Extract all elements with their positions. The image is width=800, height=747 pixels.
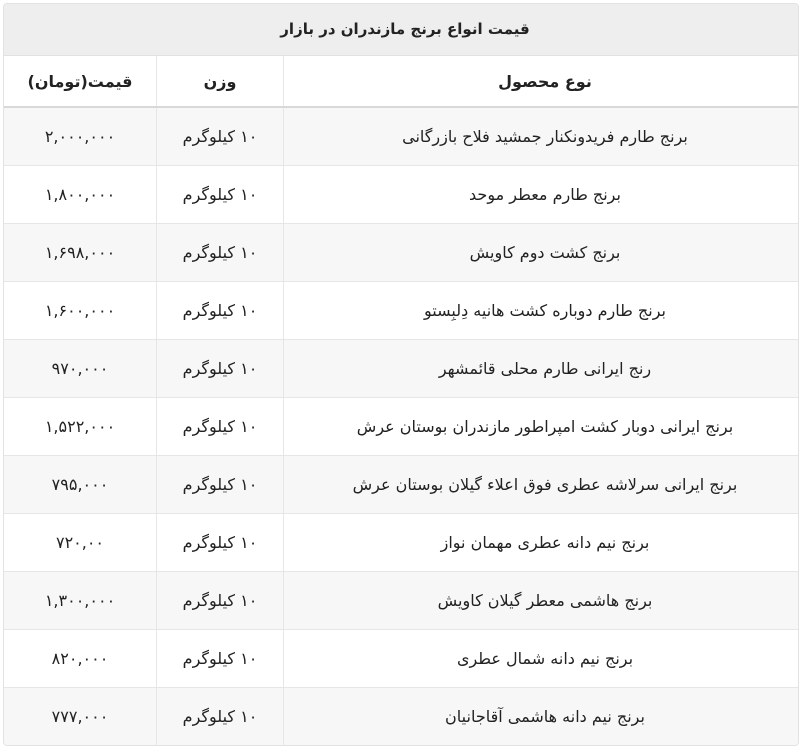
table-row — [4, 282, 799, 340]
cell-product: برنج نیم دانه شمال عطری — [284, 630, 800, 688]
cell-weight: ۱۰ کیلوگرم — [157, 572, 284, 630]
cell-product: برنج ایرانی دوبار کشت امپراطور مازندران بوستان عرش — [284, 398, 800, 456]
cell-weight: ۱۰ کیلوگرم — [157, 688, 284, 746]
cell-price: ۸۲۰,۰۰۰ — [4, 630, 157, 688]
header-product: نوع محصول — [284, 56, 800, 107]
table-row — [4, 572, 799, 630]
table-row — [4, 107, 799, 166]
cell-product: برنج نیم دانه عطری مهمان نواز — [284, 514, 800, 572]
cell-price: ۷۷۷,۰۰۰ — [4, 688, 157, 746]
cell-price: ۷۲۰,۰۰ — [4, 514, 157, 572]
cell-product: برنج ایرانی سرلاشه عطری فوق اعلاء گیلان بوستان عرش — [284, 456, 800, 514]
cell-price: ۱,۶۰۰,۰۰۰ — [4, 282, 157, 340]
cell-weight: ۱۰ کیلوگرم — [157, 224, 284, 282]
cell-weight: ۱۰ کیلوگرم — [157, 107, 284, 166]
cell-weight: ۱۰ کیلوگرم — [157, 514, 284, 572]
cell-weight: ۱۰ کیلوگرم — [157, 398, 284, 456]
table-caption: قیمت انواع برنج مازندران در بازار — [4, 4, 799, 56]
table-row — [4, 688, 799, 746]
table-row — [4, 398, 799, 456]
cell-weight: ۱۰ کیلوگرم — [157, 166, 284, 224]
cell-product: برنج طارم دوباره کشت هانیه دِلبِستو — [284, 282, 800, 340]
header-weight: وزن — [157, 56, 284, 107]
table-row — [4, 456, 799, 514]
cell-price: ۱,۵۲۲,۰۰۰ — [4, 398, 157, 456]
table-header-row — [4, 56, 799, 107]
cell-product: برنج طارم فریدونکنار جمشید فلاح بازرگانی — [284, 107, 800, 166]
cell-price: ۷۹۵,۰۰۰ — [4, 456, 157, 514]
cell-price: ۲,۰۰۰,۰۰۰ — [4, 107, 157, 166]
cell-price: ۱,۸۰۰,۰۰۰ — [4, 166, 157, 224]
cell-weight: ۱۰ کیلوگرم — [157, 340, 284, 398]
table-row — [4, 224, 799, 282]
header-price: قیمت(تومان) — [4, 56, 157, 107]
cell-product: رنج ایرانی طارم محلی قائمشهر — [284, 340, 800, 398]
table-row — [4, 166, 799, 224]
cell-product: برنج طارم معطر موحد — [284, 166, 800, 224]
table-row — [4, 514, 799, 572]
cell-weight: ۱۰ کیلوگرم — [157, 630, 284, 688]
cell-price: ۱,۶۹۸,۰۰۰ — [4, 224, 157, 282]
cell-product: برنج کشت دوم کاویش — [284, 224, 800, 282]
table-row — [4, 630, 799, 688]
rice-price-table — [4, 4, 799, 745]
cell-product: برنج نیم دانه هاشمی آقاجانیان — [284, 688, 800, 746]
cell-price: ۹۷۰,۰۰۰ — [4, 340, 157, 398]
cell-product: برنج هاشمی معطر گیلان کاویش — [284, 572, 800, 630]
cell-price: ۱,۳۰۰,۰۰۰ — [4, 572, 157, 630]
cell-weight: ۱۰ کیلوگرم — [157, 456, 284, 514]
cell-weight: ۱۰ کیلوگرم — [157, 282, 284, 340]
table-row — [4, 340, 799, 398]
rice-price-table-container — [3, 3, 799, 746]
